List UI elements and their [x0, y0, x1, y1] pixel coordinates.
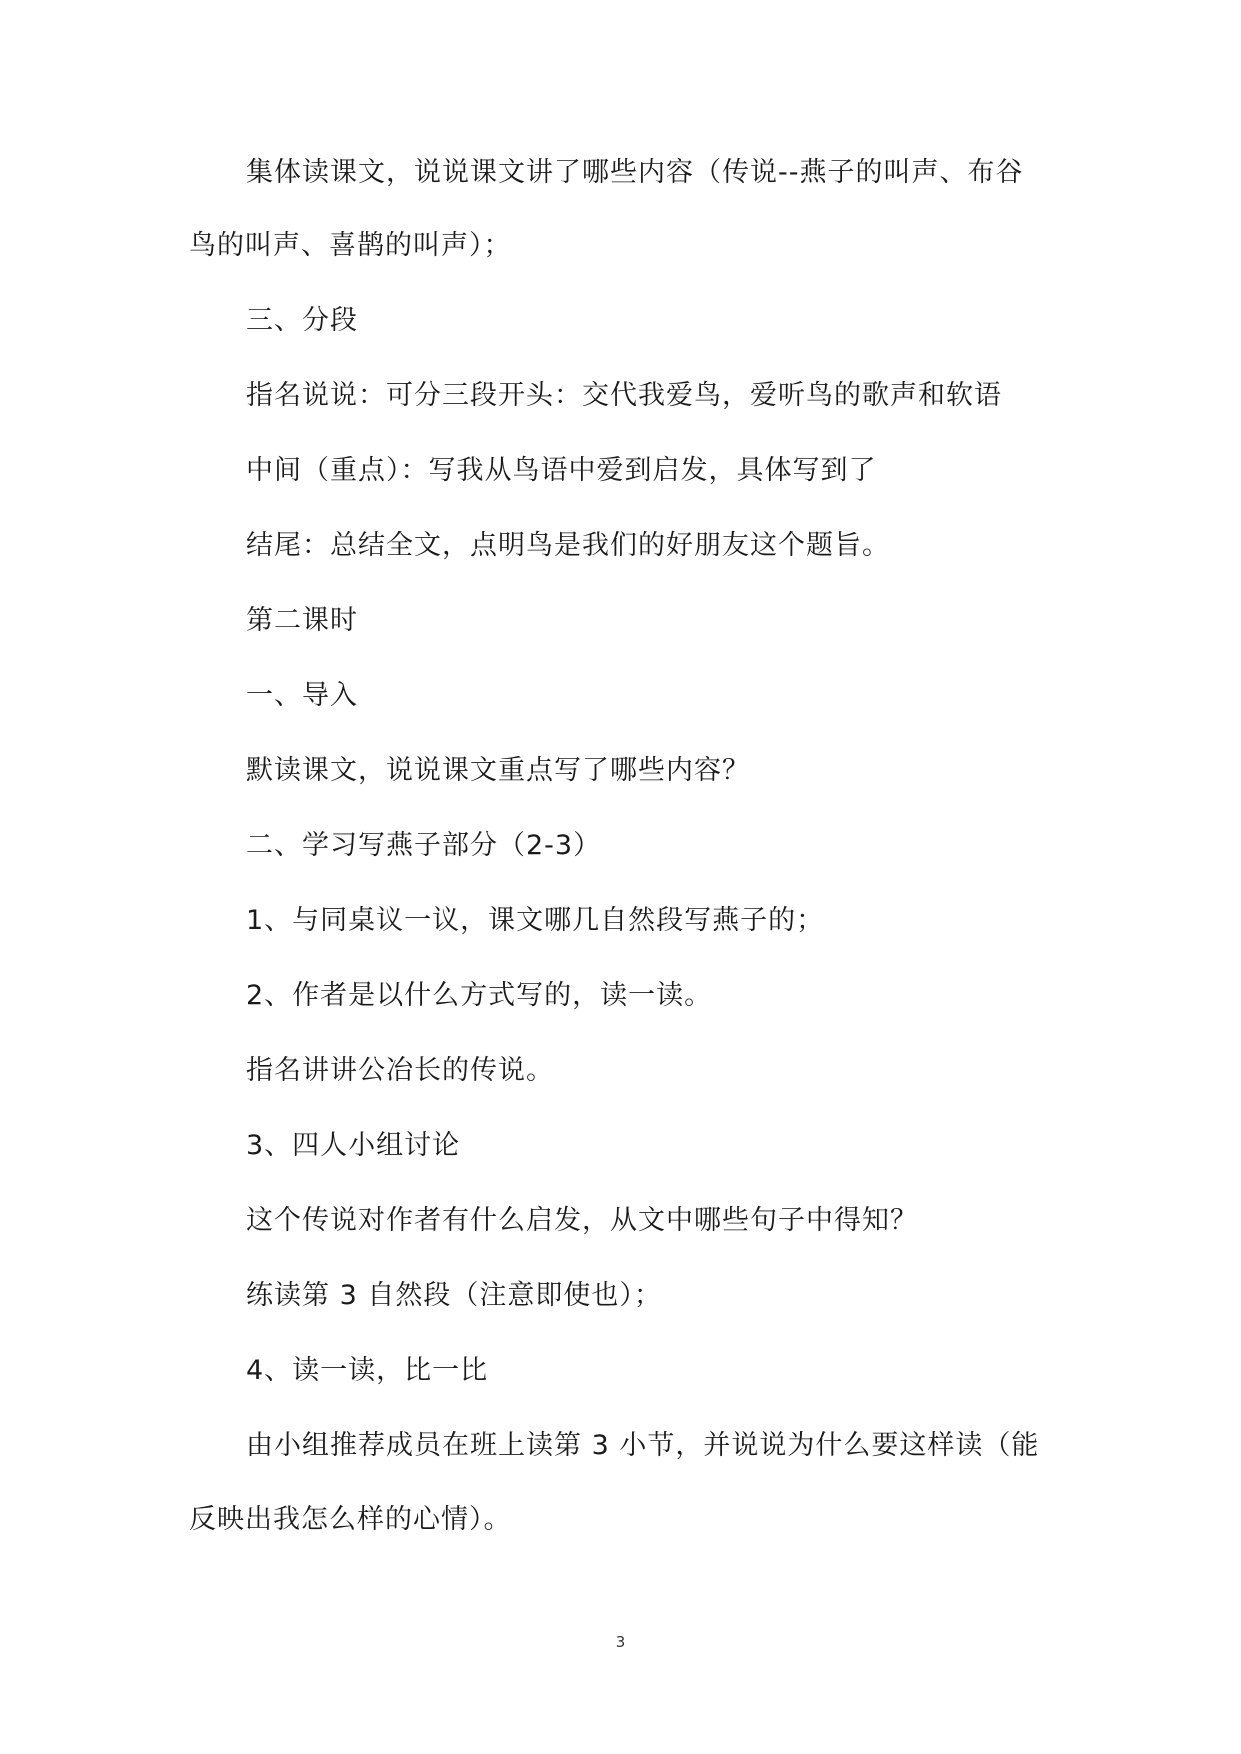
text-line: 鸟的叫声、喜鹊的叫声）；	[189, 230, 512, 261]
text-line: 指名说说：可分三段开头：交代我爱鸟，爱听鸟的歌声和软语	[246, 380, 1002, 411]
text-line: 集体读课文，说说课文讲了哪些内容（传说--燕子的叫声、布谷	[246, 157, 1024, 188]
text-line: 由小组推荐成员在班上读第 3 小节，并说说为什么要这样读（能	[246, 1430, 1040, 1461]
text-line: 默读课文，说说课文重点写了哪些内容？	[246, 755, 750, 786]
text-line: 指名讲讲公冶长的传说。	[246, 1055, 554, 1086]
section-heading: 第二课时	[246, 605, 358, 636]
text-line: 4、读一读，比一比	[246, 1355, 489, 1386]
section-heading: 二、学习写燕子部分（2-3）	[246, 830, 602, 861]
text-line: 练读第 3 自然段（注意即使也）；	[246, 1280, 662, 1311]
text-line: 1、与同桌议一议，课文哪几自然段写燕子的；	[246, 905, 825, 936]
text-line: 这个传说对作者有什么启发，从文中哪些句子中得知？	[246, 1205, 918, 1236]
section-heading: 一、导入	[246, 680, 358, 711]
text-line: 2、作者是以什么方式写的，读一读。	[246, 980, 713, 1011]
section-heading: 三、分段	[246, 305, 358, 336]
text-line: 结尾：总结全文，点明鸟是我们的好朋友这个题旨。	[246, 530, 890, 561]
text-line: 中间（重点）：写我从鸟语中爱到启发，具体写到了	[246, 455, 877, 486]
text-line: 3、四人小组讨论	[246, 1130, 461, 1161]
page-number: 3	[615, 1633, 626, 1651]
text-line: 反映出我怎么样的心情）。	[189, 1504, 512, 1535]
